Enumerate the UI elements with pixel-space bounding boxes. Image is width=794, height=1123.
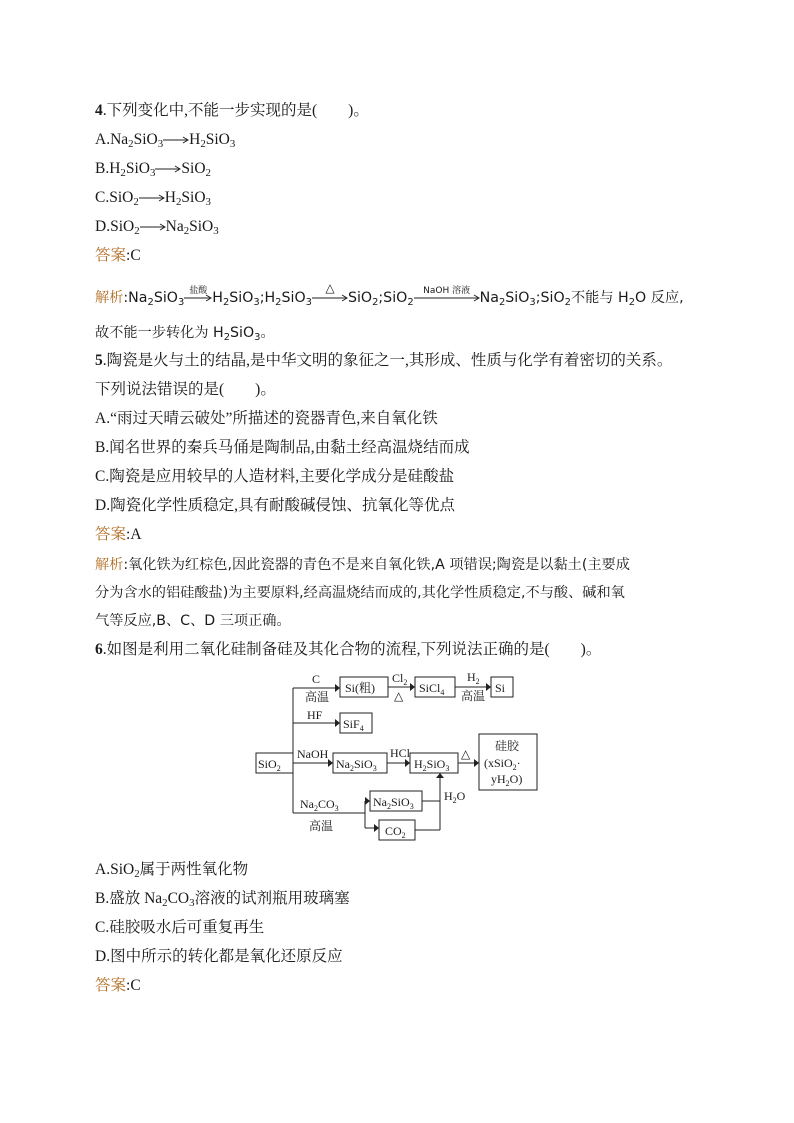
label-naoh: NaOH <box>297 747 329 761</box>
formula-part: ;SiO <box>535 290 565 306</box>
label-c: C <box>312 672 321 686</box>
silica-gel-sub2b: 2 <box>505 779 510 788</box>
formula-sub: 2 <box>128 138 134 150</box>
co2-sub: 2 <box>401 831 406 840</box>
h2sio3-sub2: 2 <box>422 764 427 773</box>
silica-gel-yh: yH <box>491 772 506 786</box>
sio2-label <box>258 757 281 773</box>
silicon-flow-diagram <box>255 668 545 848</box>
sif4-text: SiF <box>343 717 360 731</box>
formula-sub: 3 <box>177 297 185 308</box>
formula-sub: 2 <box>372 297 379 308</box>
label-cl2 <box>392 671 407 687</box>
formula-sub: 2 <box>200 138 206 150</box>
q4-stem-text: .下列变化中,不能一步实现的是( )。 <box>102 102 369 119</box>
formula-sub: 2 <box>120 167 126 179</box>
formula-sub: 2 <box>564 297 571 308</box>
reaction-arrow <box>139 193 165 203</box>
formula-sub: 2 <box>183 225 190 237</box>
explanation-text: 。 <box>260 325 275 341</box>
heat-symbol: △ <box>325 281 335 295</box>
formula-sub: 2 <box>133 196 139 208</box>
formula-sub: 3 <box>254 332 261 343</box>
na2sio3b-sub3: 3 <box>409 802 414 811</box>
formula-part: SiO <box>189 218 214 235</box>
na2sio3-label <box>336 757 377 773</box>
si-crude-label: Si(粗) <box>345 681 376 695</box>
formula-sub: 2 <box>275 297 282 308</box>
na2sio3-sub3: 3 <box>372 764 377 773</box>
formula-sub: 3 <box>205 196 211 208</box>
na2co3-sub3: 3 <box>334 804 339 813</box>
formula-sub: 3 <box>157 138 164 150</box>
label-hcl: HCl <box>390 746 411 760</box>
formula-sub: 2 <box>628 297 636 308</box>
reaction-arrow <box>140 222 166 232</box>
label-high-temp: 高温 <box>305 690 330 704</box>
silica-gel-label: 硅胶 <box>495 739 520 753</box>
sicl4-sub: 4 <box>440 688 445 697</box>
formula-part: SiO <box>347 290 373 306</box>
option-letter: D. <box>95 218 111 235</box>
h2-text: H <box>467 670 476 684</box>
q5-explanation-line2: 分为含水的铝硅酸盐)为主要原料,经高温烧结而成的,其化学性质稳定,不与酸、碱和氧 <box>95 585 625 601</box>
answer-value: :C <box>126 247 141 264</box>
explanation-text: 故不能一步转化为 H <box>95 325 224 341</box>
h2sio3-sub3: 3 <box>445 764 450 773</box>
label-na2co3 <box>300 797 339 813</box>
q4-number: 4 <box>95 102 103 119</box>
na2sio3b-sub2: 2 <box>387 802 391 811</box>
q4-option-a <box>95 130 235 150</box>
formula-part: SiO <box>109 189 134 206</box>
q5-stem-text: .陶瓷是火与土的结晶,是中华文明的象征之一,其形成、性质与化学有着密切的关系。 <box>102 352 673 369</box>
q5-stem-line2: 下列说法错误的是( )。 <box>95 381 276 398</box>
h2o-sub: 2 <box>452 796 457 805</box>
label-h2o <box>444 789 466 805</box>
answer-label: 答案 <box>95 977 127 994</box>
q5-number: 5 <box>95 352 103 369</box>
q5-option-b: B.闻名世界的秦兵马俑是陶制品,由黏土经高温烧结而成 <box>95 439 470 456</box>
answer-value: :A <box>126 526 142 543</box>
formula-part: ;H <box>259 290 276 306</box>
h2o-h: H <box>444 789 453 803</box>
answer-value: :C <box>126 977 141 994</box>
na2sio3-sub2: 2 <box>350 764 354 773</box>
q4-stem <box>95 101 369 121</box>
q5-option-d: D.陶瓷化学性质稳定,具有耐酸碱侵蚀、抗氧化等优点 <box>95 497 455 514</box>
q5-option-c: C.陶瓷是应用较早的人造材料,主要化学成分是硅酸盐 <box>95 468 455 485</box>
formula-part: H <box>164 189 176 206</box>
q6-stem-text: .如图是利用二氧化硅制备硅及其化合物的流程,下列说法正确的是( )。 <box>102 641 602 658</box>
reaction-arrow-heat <box>312 281 348 303</box>
formula-part: ;SiO <box>378 290 408 306</box>
q5-answer <box>95 525 142 545</box>
h2sio3-sio: SiO <box>426 757 446 771</box>
q6-option-b <box>95 889 350 909</box>
reaction-arrow <box>155 164 181 174</box>
formula-sub: 2 <box>205 167 211 179</box>
q6-stem <box>95 640 601 660</box>
formula-sub: 3 <box>229 138 236 150</box>
label-heat-2: △ <box>461 747 471 761</box>
formula-sub: 2 <box>147 297 154 308</box>
silica-gel-xsio: (xSiO <box>484 756 513 770</box>
formula-part: SiO <box>505 290 530 306</box>
formula-part: Na <box>110 131 129 148</box>
sif4-sub: 4 <box>359 724 364 733</box>
sicl4-label <box>419 681 444 697</box>
q5-stem-line1 <box>95 351 672 371</box>
na2co3-na: Na <box>300 797 314 811</box>
q6-option-d: D.图中所示的转化都是氧化还原反应 <box>95 948 343 965</box>
label-hf: HF <box>307 708 323 722</box>
option-letter: B. <box>95 160 110 177</box>
q6-option-a <box>95 860 248 880</box>
option-text: B.盛放 Na <box>95 890 163 907</box>
si-label: Si <box>495 681 506 695</box>
silica-gel-sub2: 2 <box>512 763 517 772</box>
q5-option-a: A.“雨过天晴云破处”所描述的瓷器青色,来自氧化铁 <box>95 410 438 427</box>
q4-option-b <box>95 159 211 179</box>
formula-sub: 3 <box>149 167 156 179</box>
answer-label: 答案 <box>95 526 127 543</box>
q5-explanation-line1 <box>95 555 630 575</box>
option-text: 溶液的试剂瓶用玻璃塞 <box>194 890 350 907</box>
h2sio3-h: H <box>414 757 423 771</box>
na2sio3-na: Na <box>336 757 350 771</box>
formula-sub: 3 <box>305 297 312 308</box>
cl2-sub: 2 <box>403 678 408 687</box>
sif4-label <box>343 717 364 733</box>
q6-option-c: C.硅胶吸水后可重复再生 <box>95 919 265 936</box>
label-high-temp-2: 高温 <box>461 689 486 703</box>
h2-sub: 2 <box>475 677 480 686</box>
formula-sub: 2 <box>175 196 182 208</box>
formula-part: SiO <box>229 290 254 306</box>
formula-part: H <box>189 131 201 148</box>
reaction-arrow-hcl <box>184 286 212 303</box>
formula-sub: 2 <box>134 225 140 237</box>
q4-option-d <box>95 217 219 237</box>
cl2-text: Cl <box>392 671 404 685</box>
formula-sub: 2 <box>222 297 230 308</box>
na2sio3-sio: SiO <box>354 757 373 771</box>
formula-part: SiO <box>125 160 150 177</box>
formula-sub: 2 <box>407 297 414 308</box>
formula-part: SiO <box>205 131 230 148</box>
formula-sub: 2 <box>498 297 506 308</box>
q4-option-c <box>95 188 211 208</box>
co2-label <box>385 824 406 840</box>
q6-answer <box>95 976 141 996</box>
option-text: 属于两性氧化物 <box>139 861 249 878</box>
na2co3-sub2: 2 <box>314 804 318 813</box>
formula-sub: 3 <box>253 297 260 308</box>
formula-part: SiO <box>181 160 206 177</box>
reaction-arrow-naoh <box>414 286 480 303</box>
label-h2 <box>467 670 480 686</box>
label-high-temp-3: 高温 <box>309 819 334 833</box>
explanation-text: O 反应, <box>635 290 684 306</box>
formula-sub: 2 <box>162 897 168 909</box>
silica-gel-formula-1 <box>484 756 521 772</box>
explanation-text: :氧化铁为红棕色,因此瓷器的青色不是来自氧化铁,A 项错误;陶瓷是以黏土(主要成 <box>123 557 630 573</box>
explanation-label: 解析 <box>95 557 124 573</box>
option-letter: C. <box>95 189 110 206</box>
formula-part: H <box>109 160 121 177</box>
formula-part: SiO <box>281 290 306 306</box>
co2-text: CO <box>385 824 402 838</box>
formula-part: SiO <box>181 189 206 206</box>
explanation-text: 不能与 H <box>570 290 629 306</box>
arrow-condition: NaOH 溶液 <box>423 286 471 296</box>
formula-part: :Na <box>123 290 148 306</box>
q4-explanation-line2 <box>95 323 275 343</box>
formula-part: H <box>212 290 223 306</box>
na2co3-co: CO <box>318 797 335 811</box>
option-text: CO <box>167 890 190 907</box>
formula-part: SiO <box>133 131 158 148</box>
formula-part: Na <box>479 290 499 306</box>
q6-number: 6 <box>95 641 103 658</box>
q4-explanation-line1 <box>95 281 684 308</box>
h2o-o: O <box>456 789 466 803</box>
arrow-condition: 盐酸 <box>189 286 208 296</box>
q4-answer <box>95 246 141 266</box>
na2sio3b-sio: SiO <box>391 795 410 809</box>
formula-sub: 2 <box>134 868 140 880</box>
label-heat-1: △ <box>394 689 404 703</box>
formula-sub: 3 <box>529 297 536 308</box>
silica-gel-formula-2 <box>491 772 522 788</box>
reaction-arrow <box>163 135 189 145</box>
option-text: A.SiO <box>95 861 135 878</box>
sicl4-text: SiCl <box>419 681 441 695</box>
formula-part: Na <box>165 218 184 235</box>
na2sio3-label-2 <box>373 795 414 811</box>
silica-gel-o: O) <box>509 772 523 786</box>
explanation-label: 解析 <box>95 290 124 306</box>
formula-part: SiO <box>153 290 178 306</box>
q5-explanation-line3: 气等反应,B、C、D 三项正确。 <box>95 613 291 629</box>
formula-sub: 2 <box>223 332 231 343</box>
sio2-text: SiO <box>258 757 277 771</box>
sio2-sub: 2 <box>276 764 281 773</box>
formula-sub: 3 <box>213 225 219 237</box>
formula-part: SiO <box>230 325 255 341</box>
formula-sub: 3 <box>189 897 195 909</box>
h2sio3-label <box>414 757 449 773</box>
na2sio3b-na: Na <box>373 795 387 809</box>
answer-label: 答案 <box>95 247 127 264</box>
formula-part: SiO <box>110 218 135 235</box>
option-letter: A. <box>95 131 111 148</box>
silica-gel-dot: · <box>516 756 521 770</box>
